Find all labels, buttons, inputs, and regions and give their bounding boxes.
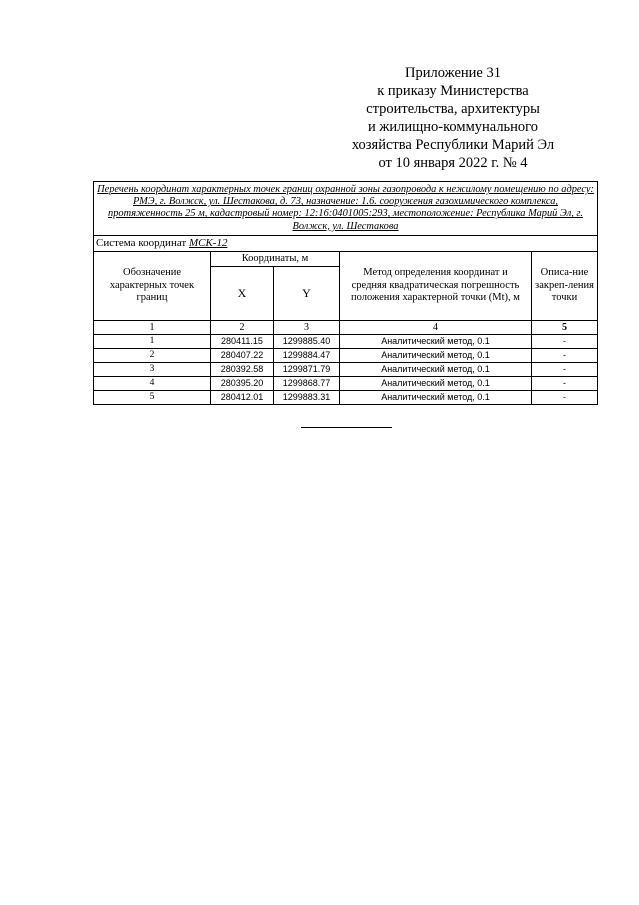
coordinate-system-value: МСК-12: [188, 236, 228, 249]
cell-y: 1299884.47: [274, 348, 340, 362]
cell-method: Аналитический метод, 0.1: [340, 348, 532, 362]
cell-method: Аналитический метод, 0.1: [340, 390, 532, 404]
coordinate-system: [94, 235, 598, 251]
header-y: Y: [274, 266, 340, 320]
cell-desc: -: [532, 362, 598, 376]
cell-x: 280407.22: [211, 348, 274, 362]
cell-method: Аналитический метод, 0.1: [340, 334, 532, 348]
header-method: Метод определения координат и средняя квадратическая погрешность положения характерной точки (Mt), м: [340, 251, 532, 320]
cell-point: 2: [94, 348, 211, 362]
appendix-line: от 10 января 2022 г. № 4: [378, 155, 528, 171]
column-number: 4: [340, 320, 532, 334]
header-row: [94, 251, 598, 266]
system-row: [94, 235, 598, 251]
header-description: Описа-ние закреп-ления точки: [532, 251, 598, 320]
appendix-line: Приложение 31: [405, 65, 501, 81]
cell-desc: -: [532, 390, 598, 404]
cell-y: 1299883.31: [274, 390, 340, 404]
cell-method: Аналитический метод, 0.1: [340, 376, 532, 390]
cell-y: 1299868.77: [274, 376, 340, 390]
appendix-line: к приказу Министерства: [377, 83, 529, 99]
header-point: Обозначение характерных точек границ: [94, 251, 211, 320]
cell-method: Аналитический метод, 0.1: [340, 362, 532, 376]
column-number: 2: [211, 320, 274, 334]
appendix-line: строительства, архитектуры: [366, 101, 540, 117]
cell-point: 5: [94, 390, 211, 404]
column-number: 5: [532, 320, 598, 334]
cell-y: 1299885.40: [274, 334, 340, 348]
cell-point: 3: [94, 362, 211, 376]
column-number: 1: [94, 320, 211, 334]
cell-x: 280412.01: [211, 390, 274, 404]
closing-rule: [301, 427, 392, 428]
table-row: [94, 376, 598, 390]
column-number-row: [94, 320, 598, 334]
header-x: X: [211, 266, 274, 320]
header-coords: Координаты, м: [211, 251, 340, 266]
appendix-line: и жилищно-коммунального: [367, 119, 539, 135]
table-row: [94, 362, 598, 376]
cell-desc: -: [532, 348, 598, 362]
coordinates-table: [93, 181, 598, 405]
table-caption: Перечень координат характерных точек границ охранной зоны газопровода к нежилому помещению по адресу: РМЭ, г. Волжск, ул. Шестакова, д. 73, назначение: 1.6. сооружения газохимического комплекса, протяженность 25 м, кадастровый номер: 12:16:0401005:293, местоположение: Республика Марий Эл, г. Волжск, ул. Шестакова: [94, 182, 598, 236]
appendix-header: [323, 64, 583, 172]
column-number: 3: [274, 320, 340, 334]
cell-x: 280395.20: [211, 376, 274, 390]
caption-row: [94, 182, 598, 236]
cell-desc: -: [532, 376, 598, 390]
table-row: [94, 348, 598, 362]
cell-x: 280392.58: [211, 362, 274, 376]
table-row: [94, 390, 598, 404]
cell-desc: -: [532, 334, 598, 348]
appendix-line: хозяйства Республики Марий Эл: [351, 137, 555, 153]
cell-x: 280411.15: [211, 334, 274, 348]
cell-point: 4: [94, 376, 211, 390]
coordinate-system-label: Система координат: [96, 236, 187, 249]
cell-point: 1: [94, 334, 211, 348]
table-row: [94, 334, 598, 348]
cell-y: 1299871.79: [274, 362, 340, 376]
